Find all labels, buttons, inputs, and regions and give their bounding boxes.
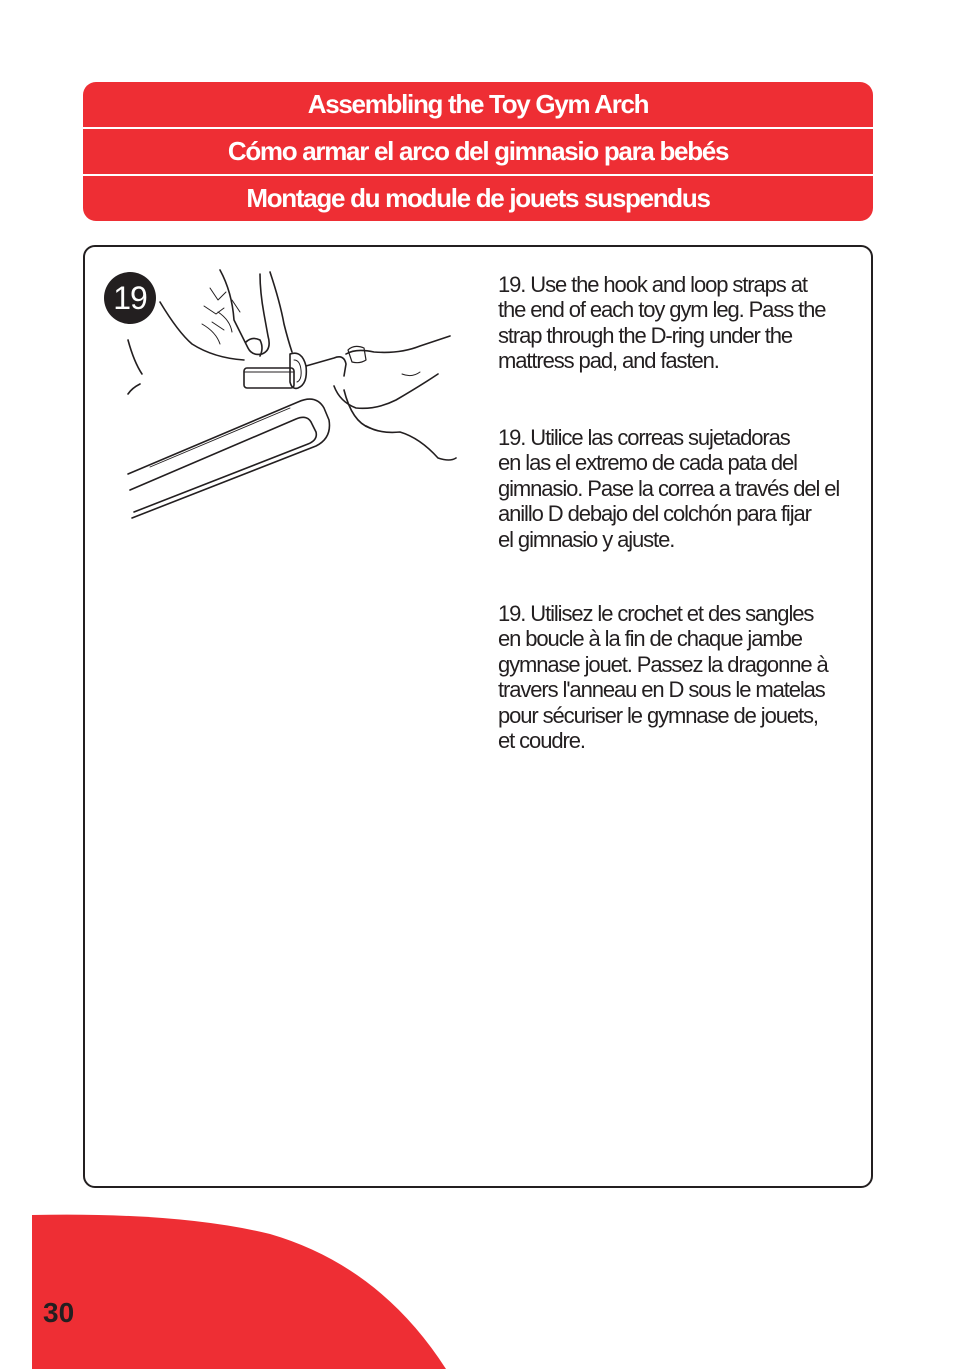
section-header — [83, 82, 873, 221]
header-title-french: Montage du module de jouets suspendus — [246, 183, 710, 213]
instruction-french: 19. Utilisez le crochet et des sangles en boucle à la fin de chaque jambe gymnase jouet. Passez la dragonne à travers l'anneau en D sous le matelas pour sécuriser le gymnase de jouets, et coudre. — [498, 601, 828, 754]
hands-fastening-strap-illustration — [120, 262, 460, 522]
header-title-spanish: Cómo armar el arco del gimnasio para bebés — [227, 136, 729, 166]
instruction-english: 19. Use the hook and loop straps at the end of each toy gym leg. Pass the strap through the D-ring under the mattress pad, and fasten. — [498, 272, 826, 374]
page-number: 30 — [43, 1297, 75, 1328]
footer-corner-shape — [0, 1200, 460, 1369]
step-number-badge: 19 — [104, 272, 156, 324]
header-title-english: Assembling the Toy Gym Arch — [307, 89, 649, 119]
instruction-spanish: 19. Utilice las correas sujetadoras en las el extremo de cada pata del gimnasio. Pase la correa a través del el anillo D debajo del colchón para fijar el gimnasio y ajuste. — [498, 425, 840, 552]
